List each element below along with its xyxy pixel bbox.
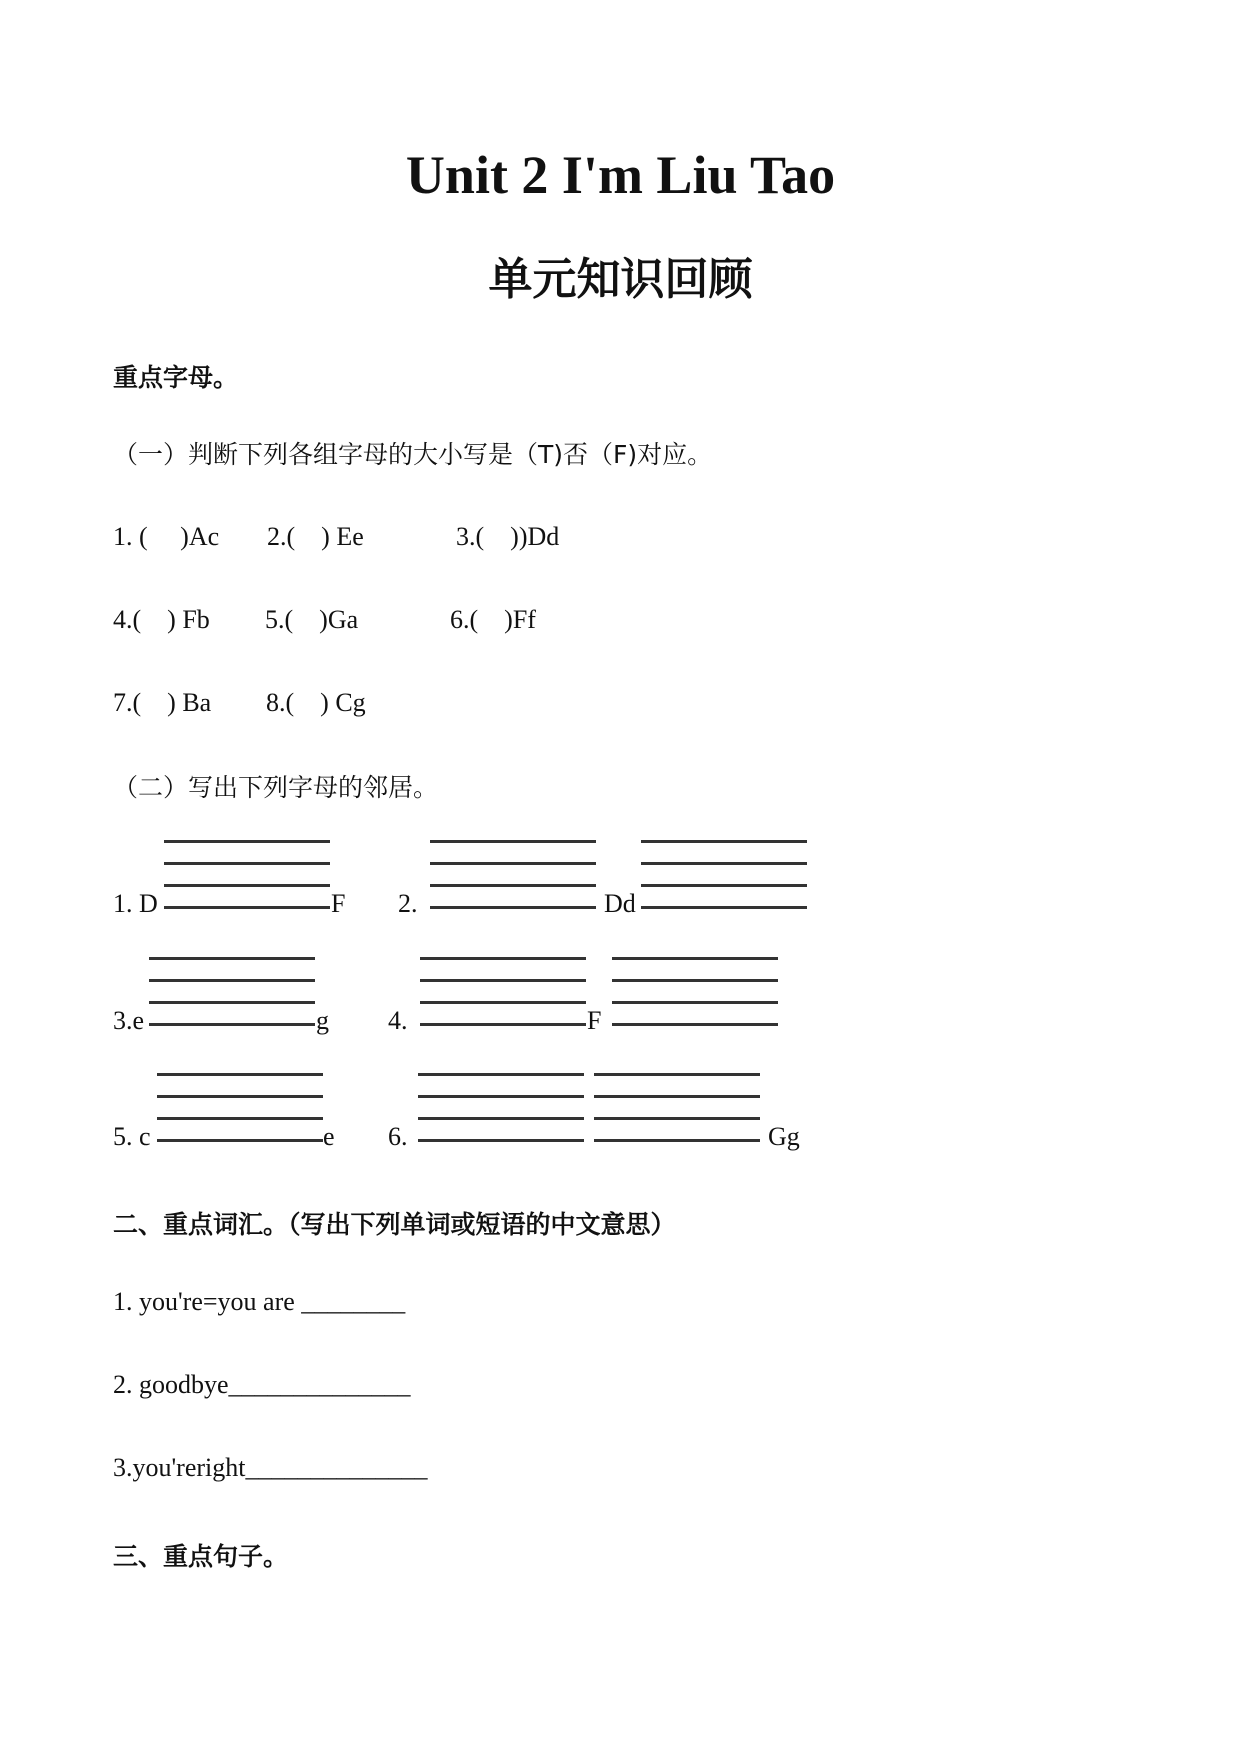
vocab-item: 2. goodbye______________ <box>113 1370 411 1399</box>
neighbor-item-label: 5. c <box>113 1122 151 1151</box>
exercise-item: 8.( ) Cg <box>266 688 366 717</box>
vocab-item: 1. you're=you are ________ <box>113 1287 406 1316</box>
neighbor-item-letter: e <box>323 1122 335 1151</box>
exercise-item: 5.( )Ga <box>265 605 359 634</box>
neighbor-item-letter: F <box>331 889 346 918</box>
section-heading-letters: 重点字母。 <box>113 363 239 392</box>
page-title: Unit 2 I'm Liu Tao <box>405 145 836 205</box>
neighbor-item-letter: Dd <box>604 889 636 918</box>
neighbor-item-letter: g <box>316 1006 329 1035</box>
section-heading-vocabulary: 二、重点词汇。（写出下列单词或短语的中文意思） <box>113 1210 676 1239</box>
part2-instruction: （二）写出下列字母的邻居。 <box>113 773 439 802</box>
neighbor-item-letter: Gg <box>768 1122 800 1151</box>
neighbor-item-label: 2. <box>398 889 418 918</box>
part1-instruction: （一）判断下列各组字母的大小写是（T)否（F)对应。 <box>113 440 713 469</box>
exercise-item: 1. ( )Ac <box>113 522 220 551</box>
neighbor-item-label: 3.e <box>113 1006 145 1035</box>
neighbor-item-label: 4. <box>388 1006 408 1035</box>
section-heading-sentences: 三、重点句子。 <box>113 1542 289 1571</box>
exercise-item: 7.( ) Ba <box>113 688 212 717</box>
exercise-item: 2.( ) Ee <box>267 522 364 551</box>
exercise-item: 6.( )Ff <box>450 605 536 634</box>
neighbor-item-letter: F <box>587 1006 602 1035</box>
neighbor-item-label: 6. <box>388 1122 408 1151</box>
exercise-item: 4.( ) Fb <box>113 605 210 634</box>
page-subtitle: 单元知识回顾 <box>488 254 753 305</box>
neighbor-item-label: 1. D <box>113 889 158 918</box>
vocab-item: 3.you'reright______________ <box>113 1453 428 1482</box>
exercise-item: 3.( ))Dd <box>456 522 560 551</box>
